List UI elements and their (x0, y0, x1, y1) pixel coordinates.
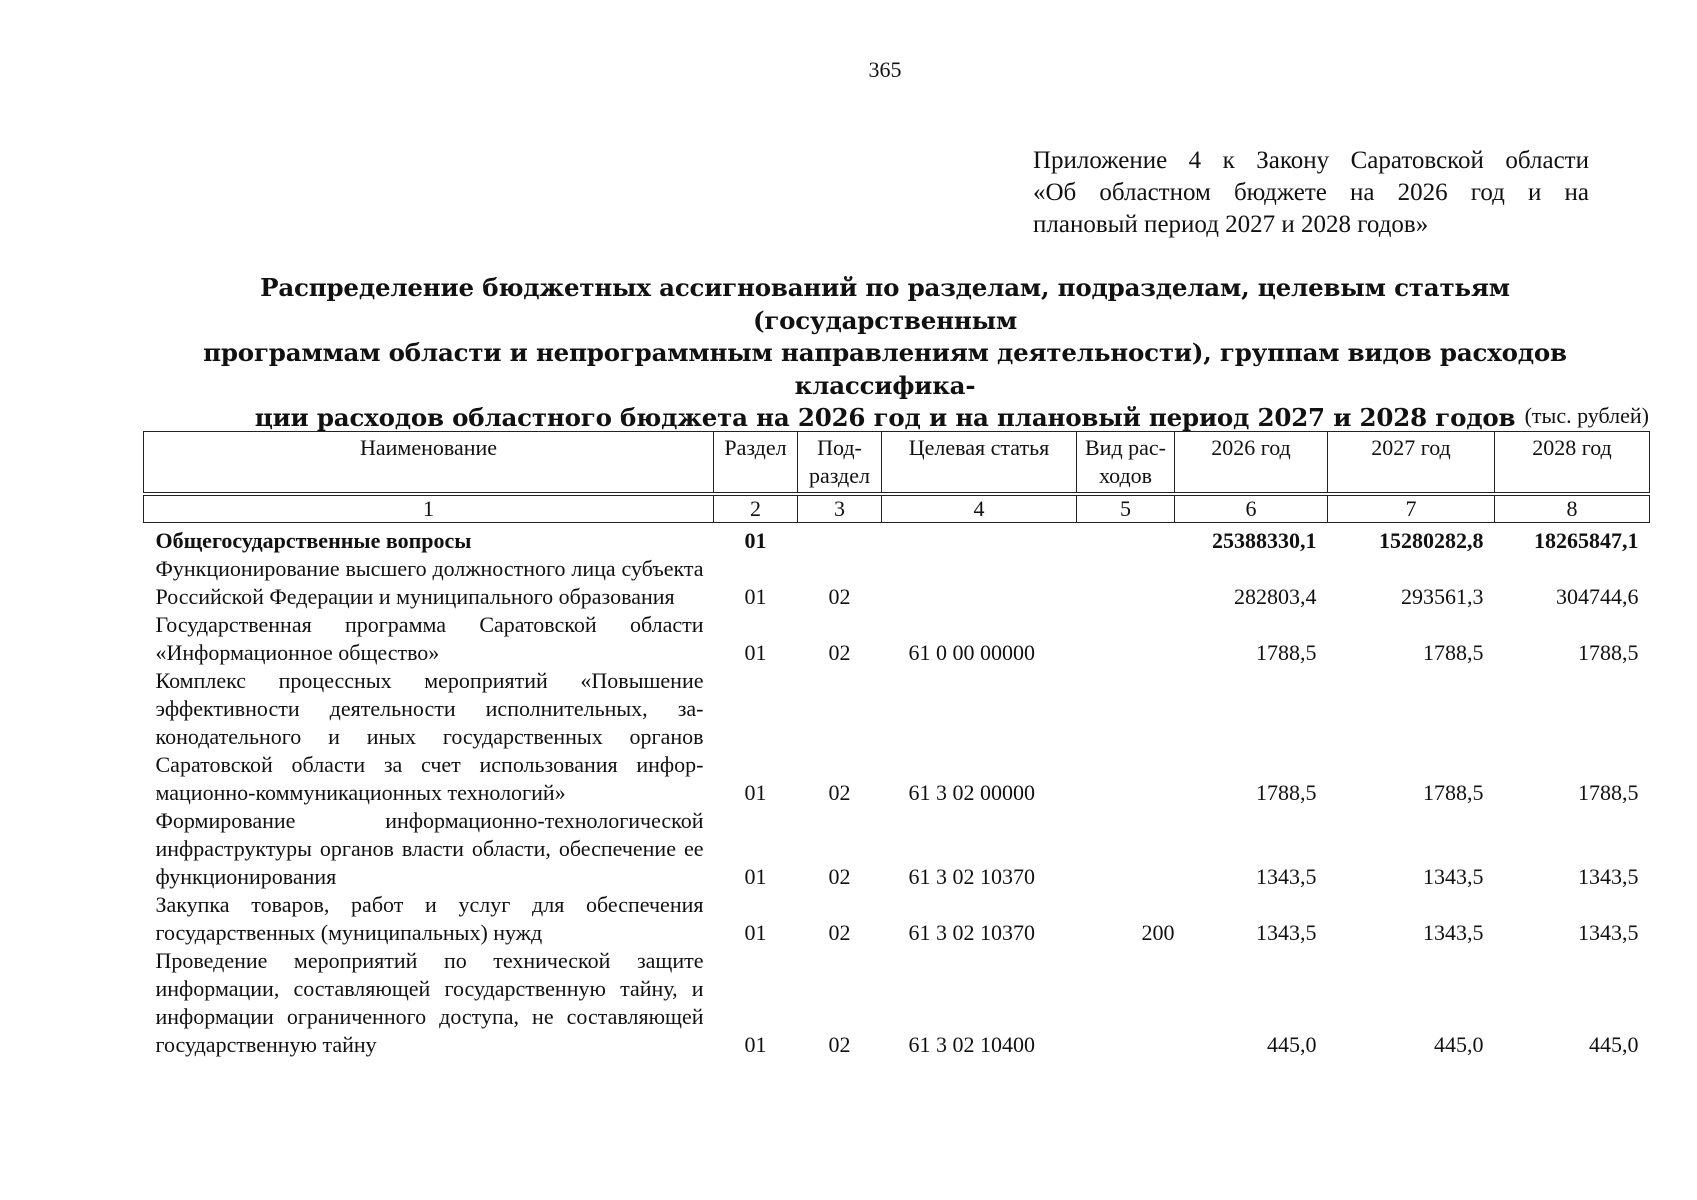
row-kind (1077, 527, 1175, 555)
table-row (144, 611, 1650, 667)
row-section: 01 (744, 528, 767, 553)
units-label: (тыс. рублей) (1524, 403, 1649, 428)
column-number: 1 (144, 494, 714, 523)
row-section: 01 (744, 864, 767, 889)
row-target: 61 3 02 10370 (908, 864, 1035, 889)
row-kind (1077, 807, 1175, 891)
header-section: Раздел (714, 432, 798, 495)
row-target (882, 527, 1077, 555)
row-2027: 445,0 (1434, 1032, 1484, 1057)
row-2028: 304744,6 (1556, 584, 1639, 609)
row-kind (1077, 611, 1175, 667)
column-number: 7 (1328, 494, 1495, 523)
row-2028: 18265847,1 (1534, 528, 1639, 553)
row-name: Государственная программа Саратовской области «Информационное общество» (155, 612, 704, 665)
row-target: 61 3 02 10400 (908, 1032, 1035, 1057)
column-number: 2 (714, 494, 798, 523)
row-kind (1077, 667, 1175, 807)
document-title (150, 272, 1620, 435)
column-number: 3 (798, 494, 882, 523)
header-name: Наименование (144, 432, 714, 495)
header-kind-text: Вид рас-ходов (1085, 435, 1166, 488)
table-row (144, 667, 1650, 807)
row-2027: 15280282,8 (1379, 528, 1484, 553)
title-line: программам области и непрограммным направлениям деятельности), группам видов расходов классифика- (203, 338, 1567, 400)
row-name: Общегосударственные вопросы (155, 528, 472, 553)
row-name: Функционирование высшего должностного лица субъекта Российской Федерации и муниципального образования (155, 556, 704, 609)
row-2027: 293561,3 (1401, 584, 1484, 609)
row-2026: 1343,5 (1256, 920, 1317, 945)
row-subsection: 02 (828, 780, 851, 805)
column-number: 5 (1077, 494, 1175, 523)
row-kind (1077, 947, 1175, 1059)
row-subsection (798, 527, 882, 555)
header-kind (1077, 432, 1175, 495)
row-2027: 1788,5 (1423, 640, 1484, 665)
row-name: Формирование информационно-технологической инфраструктуры органов власти области, обеспечение ее функционирования (155, 808, 704, 889)
row-kind (1077, 555, 1175, 611)
row-name: Закупка товаров, работ и услуг для обеспечения государственных (муниципальных) нужд (155, 892, 704, 945)
row-section: 01 (744, 920, 767, 945)
row-name: Комплекс процессных мероприятий «Повышение эффективности деятельности исполнительных, законодательного и иных государственных органов Саратовской области за счет использования информационно-коммуникационных технологий» (155, 668, 704, 805)
table-row (144, 891, 1650, 947)
row-2028: 1343,5 (1578, 920, 1639, 945)
table-row (144, 947, 1650, 1059)
page-number: 365 (868, 57, 902, 82)
row-target (882, 555, 1077, 611)
row-target: 61 3 02 10370 (908, 920, 1035, 945)
row-2026: 1788,5 (1256, 640, 1317, 665)
row-subsection: 02 (828, 864, 851, 889)
row-2028: 1343,5 (1578, 864, 1639, 889)
row-2027: 1788,5 (1423, 780, 1484, 805)
row-section: 01 (744, 780, 767, 805)
row-target: 61 3 02 00000 (908, 780, 1035, 805)
row-2027: 1343,5 (1423, 864, 1484, 889)
row-subsection: 02 (828, 920, 851, 945)
row-section: 01 (744, 1032, 767, 1057)
row-2028: 1788,5 (1578, 780, 1639, 805)
budget-table (143, 431, 1650, 1059)
header-subsection (798, 432, 882, 495)
column-number: 8 (1495, 494, 1650, 523)
column-number: 4 (882, 494, 1077, 523)
appendix-line: Приложение 4 к Закону Саратовской области (1033, 147, 1589, 174)
table-row (144, 807, 1650, 891)
row-2028: 1788,5 (1578, 640, 1639, 665)
row-2026: 1343,5 (1256, 864, 1317, 889)
row-name: Проведение мероприятий по технической защите информации, составляющей государственную тайну, и информации ограниченного доступа, не составляющей государственную тайну (155, 948, 704, 1057)
title-line: ции расходов областного бюджета на 2026 год и на плановый период 2027 и 2028 годов (254, 403, 1516, 432)
row-section: 01 (744, 584, 767, 609)
title-line: Распределение бюджетных ассигнований по разделам, подразделам, целевым статьям (государственным (260, 273, 1510, 335)
row-2026: 1788,5 (1256, 780, 1317, 805)
table-row (144, 555, 1650, 611)
row-subsection: 02 (828, 1032, 851, 1057)
header-row (144, 432, 1650, 495)
header-2026: 2026 год (1175, 432, 1328, 495)
row-2027: 1343,5 (1423, 920, 1484, 945)
header-target: Целевая статья (882, 432, 1077, 495)
header-2028: 2028 год (1495, 432, 1650, 495)
row-2026: 282803,4 (1234, 584, 1317, 609)
header-subsection-text: Под-раздел (809, 435, 870, 488)
row-target: 61 0 00 00000 (908, 640, 1035, 665)
row-subsection: 02 (828, 584, 851, 609)
row-2026: 25388330,1 (1212, 528, 1317, 553)
row-2028: 445,0 (1589, 1032, 1639, 1057)
header-2027: 2027 год (1328, 432, 1495, 495)
column-number-row (144, 494, 1650, 523)
row-subsection: 02 (828, 640, 851, 665)
row-2026: 445,0 (1267, 1032, 1317, 1057)
appendix-note (1033, 145, 1589, 241)
row-section: 01 (744, 640, 767, 665)
appendix-line: плановый период 2027 и 2028 годов» (1033, 211, 1429, 238)
table-row (144, 527, 1650, 555)
appendix-line: «Об областном бюджете на 2026 год и на (1033, 179, 1589, 206)
row-kind: 200 (1141, 920, 1175, 945)
column-number: 6 (1175, 494, 1328, 523)
